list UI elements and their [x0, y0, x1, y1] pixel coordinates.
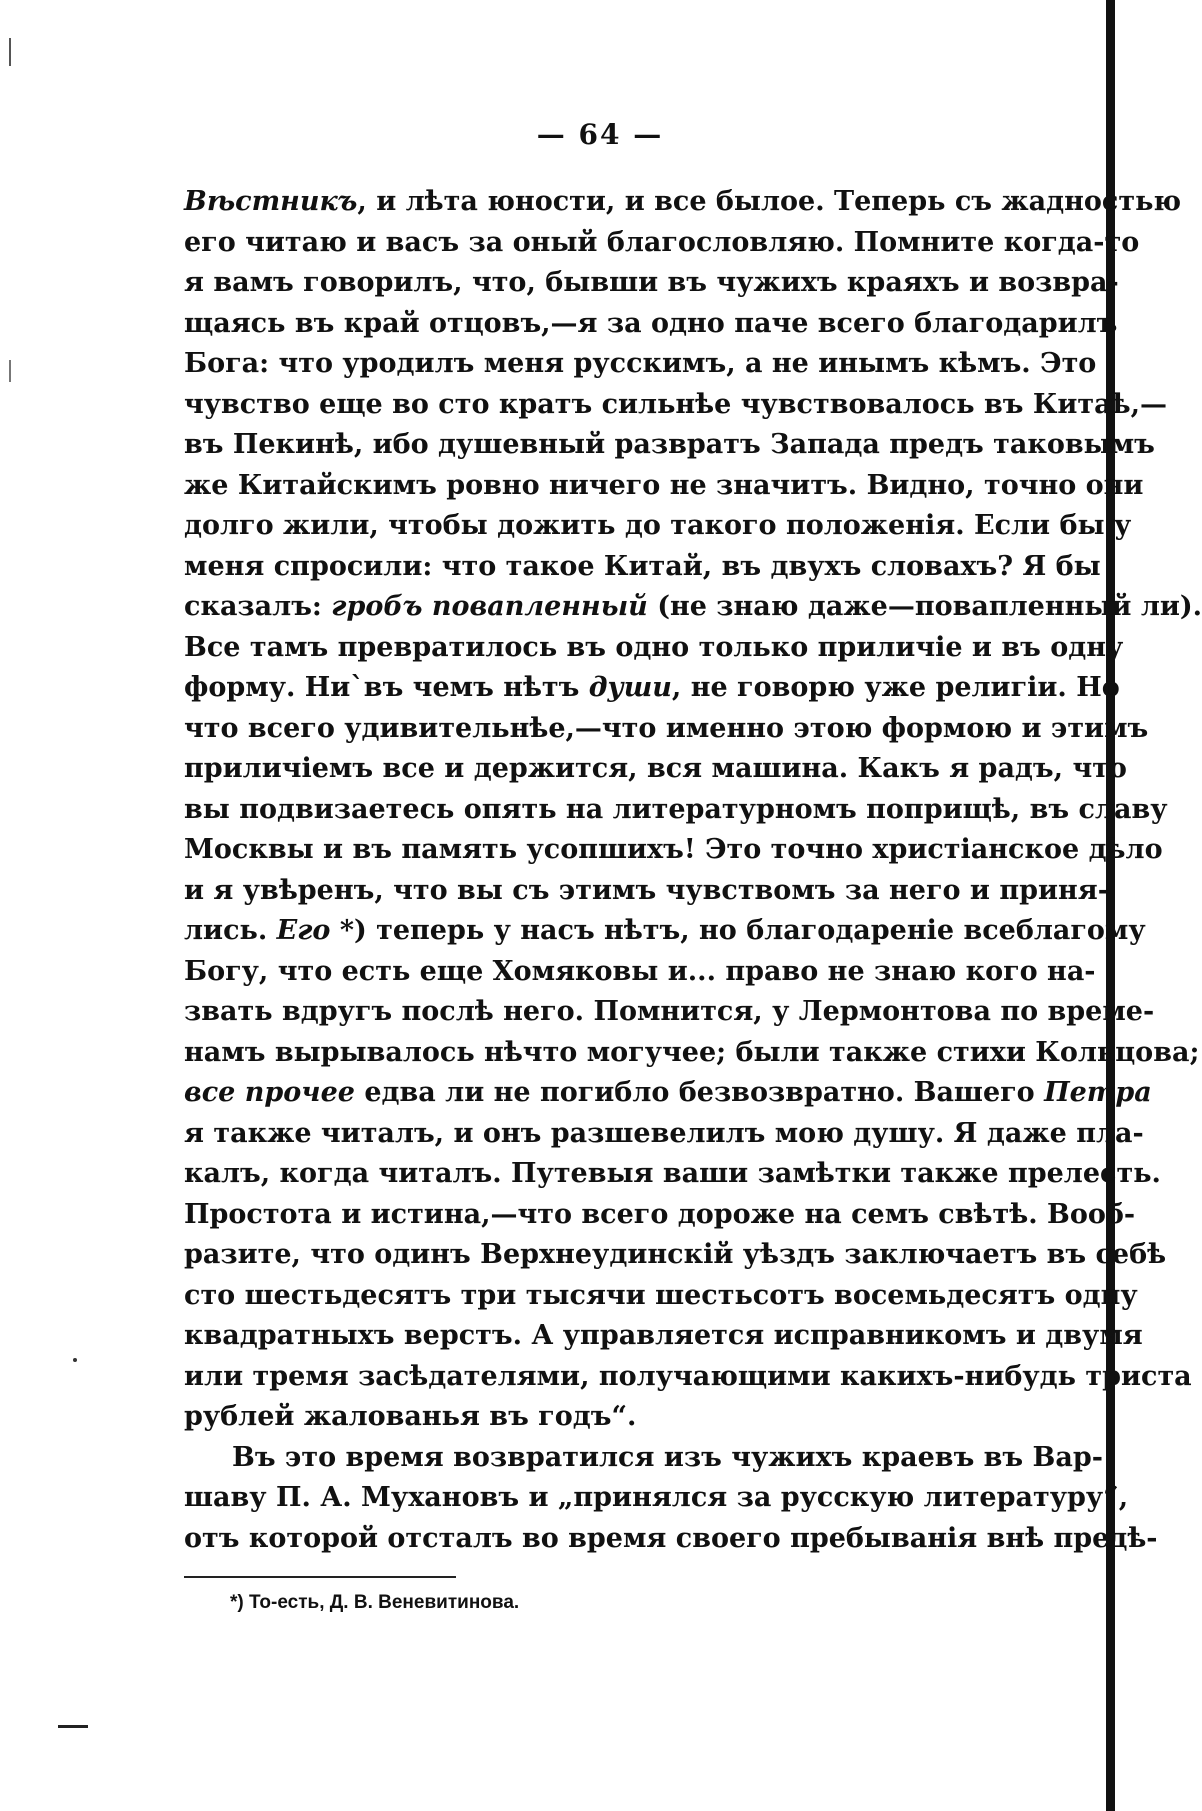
- body-text: [184, 182, 1202, 1559]
- paragraph1-line: [184, 911, 1146, 952]
- paragraph1-line: [184, 1033, 1200, 1074]
- text-run: или тремя засѣдателями, получающими какихъ-нибудь триста: [184, 1360, 1192, 1392]
- footnote-rule: [184, 1576, 456, 1578]
- paragraph1-line: [184, 709, 1149, 750]
- paragraph1-line: [184, 466, 1144, 507]
- text-run: я также читалъ, и онъ разшевелилъ мою душу. Я даже пла-: [184, 1117, 1144, 1149]
- paragraph2-line: [184, 1519, 1158, 1560]
- paragraph1-line: [184, 1154, 1161, 1195]
- paragraph1-line: [184, 547, 1101, 588]
- italic-text-run: все прочее: [184, 1077, 355, 1108]
- text-run: Богу, что есть еще Хомяковы и... право не знаю кого на-: [184, 955, 1096, 987]
- text-run: въ Пекинѣ, ибо душевный развратъ Запада предъ таковымъ: [184, 429, 1155, 460]
- italic-text-run: гробъ повапленный: [331, 591, 648, 622]
- text-run: квадратныхъ верстъ. А управляется исправникомъ и двумя: [184, 1320, 1143, 1351]
- text-run: сто шестьдесятъ три тысячи шестьсотъ восемьдесятъ одну: [184, 1279, 1138, 1311]
- paragraph1-line: [184, 587, 1202, 628]
- paragraph1-line: [184, 344, 1097, 385]
- scan-edge-mark: [9, 360, 11, 382]
- paragraph1-line: [184, 304, 1118, 345]
- italic-text-run: Петра: [1044, 1077, 1152, 1108]
- italic-text-run: Вѣстникъ: [184, 186, 358, 217]
- paragraph1-line: [184, 1235, 1167, 1276]
- paragraph1-line: [184, 992, 1155, 1033]
- text-run: рублей жалованья въ годъ“.: [184, 1401, 637, 1432]
- paragraph1-line: [184, 668, 1120, 709]
- page-number: — 64 —: [536, 118, 664, 151]
- paragraph1-line: [184, 830, 1163, 871]
- paragraph1-line: [184, 425, 1155, 466]
- paragraph1-line: [184, 1316, 1143, 1357]
- text-run: сказалъ:: [184, 591, 332, 622]
- text-run: (не знаю даже—повапленный ли).: [647, 591, 1202, 622]
- text-run: едва ли не погибло безвозвратно. Вашего: [354, 1077, 1045, 1108]
- text-run: Москвы и въ память усопшихъ! Это точно христіанское дѣло: [184, 834, 1163, 865]
- text-run: меня спросили: что такое Китай, въ двухъ словахъ? Я бы: [184, 550, 1101, 582]
- text-run: и я увѣренъ, что вы съ этимъ чувствомъ за него и приня-: [184, 874, 1109, 906]
- margin-dash: [58, 1725, 88, 1728]
- text-run: форму. Ни`въ чемъ нѣтъ: [184, 672, 589, 703]
- text-run: Бога: что уродилъ меня русскимъ, а не инымъ кѣмъ. Это: [184, 348, 1097, 379]
- text-run: его читаю и васъ за оный благословляю. Помните когда-то: [184, 226, 1140, 258]
- text-run: *) теперь у насъ нѣтъ, но благодареніе всеблагому: [330, 915, 1146, 946]
- paragraph1-line: [184, 1114, 1144, 1155]
- italic-text-run: Его: [276, 915, 331, 946]
- paragraph1-line: [184, 385, 1168, 426]
- text-run: долго жили, чтобы дожить до такого положенія. Если бы у: [184, 510, 1132, 541]
- text-run: разите, что одинъ Верхнеудинскій уѣздъ заключаетъ въ себѣ: [184, 1239, 1167, 1270]
- text-run: намъ вырывалось нѣчто могучее; были также стихи Кольцова;: [184, 1036, 1200, 1068]
- paragraph1-line: [184, 263, 1119, 304]
- text-run: калъ, когда читалъ. Путевыя ваши замѣтки также прелесть.: [184, 1158, 1161, 1189]
- paragraph2-line: [184, 1478, 1129, 1519]
- paragraph1-line: [184, 952, 1096, 993]
- italic-text-run: души: [588, 672, 672, 703]
- paragraph2-line: [184, 1438, 1103, 1479]
- paragraph1-line: [184, 628, 1124, 669]
- paragraph1-line: [184, 1073, 1152, 1114]
- text-run: чувство еще во сто кратъ сильнѣе чувствовалось въ Китаѣ,—: [184, 388, 1168, 420]
- text-run: что всего удивительнѣе,—что именно этою формою и этимъ: [184, 712, 1149, 744]
- text-run: отъ которой отсталъ во время своего пребыванія внѣ предѣ-: [184, 1522, 1158, 1554]
- text-run: Все тамъ превратилось въ одно только приличіе и въ одну: [184, 631, 1124, 663]
- text-run: шаву П. А. Мухановъ и „принялся за русскую литературу“,: [184, 1482, 1129, 1513]
- text-run: приличіемъ все и держится, вся машина. Какъ я радъ, что: [184, 753, 1127, 784]
- paragraph1-line: [184, 1195, 1136, 1236]
- scan-edge-mark: [9, 38, 11, 66]
- paragraph1-line: [184, 506, 1132, 547]
- paragraph1-line: [184, 1357, 1192, 1398]
- text-run: я вамъ говорилъ, что, бывши въ чужихъ краяхъ и возвра-: [184, 267, 1119, 298]
- margin-speck: [73, 1358, 77, 1362]
- paragraph1-line: [184, 1276, 1138, 1317]
- paragraph1-line: [184, 871, 1109, 912]
- paragraph1-line: [184, 790, 1168, 831]
- paragraph1-line: [184, 1397, 1020, 1438]
- text-run: звать вдругъ послѣ него. Помнится, у Лермонтова по време-: [184, 996, 1155, 1027]
- text-run: Въ это время возвратился изъ чужихъ краевъ въ Вар-: [232, 1441, 1103, 1473]
- paragraph1-line: [184, 223, 1140, 264]
- text-run: лись.: [184, 915, 277, 946]
- text-run: щаясь въ край отцовъ,—я за одно паче всего благодарилъ: [184, 307, 1118, 339]
- text-run: Простота и истина,—что всего дороже на семъ свѣтѣ. Вооб-: [184, 1198, 1136, 1230]
- text-run: , не говорю уже религіи. Но: [671, 672, 1120, 703]
- text-run: , и лѣта юности, и все былое. Теперь съ жадностью: [357, 186, 1182, 217]
- paragraph1-line: [184, 182, 1182, 223]
- text-run: же Китайскимъ ровно ничего не значитъ. Видно, точно они: [184, 469, 1144, 501]
- text-run: вы подвизаетесь опять на литературномъ поприщѣ, въ славу: [184, 793, 1168, 825]
- footnote: *) То-есть, Д. В. Веневитинова.: [230, 1592, 520, 1613]
- paragraph1-line: [184, 749, 1127, 790]
